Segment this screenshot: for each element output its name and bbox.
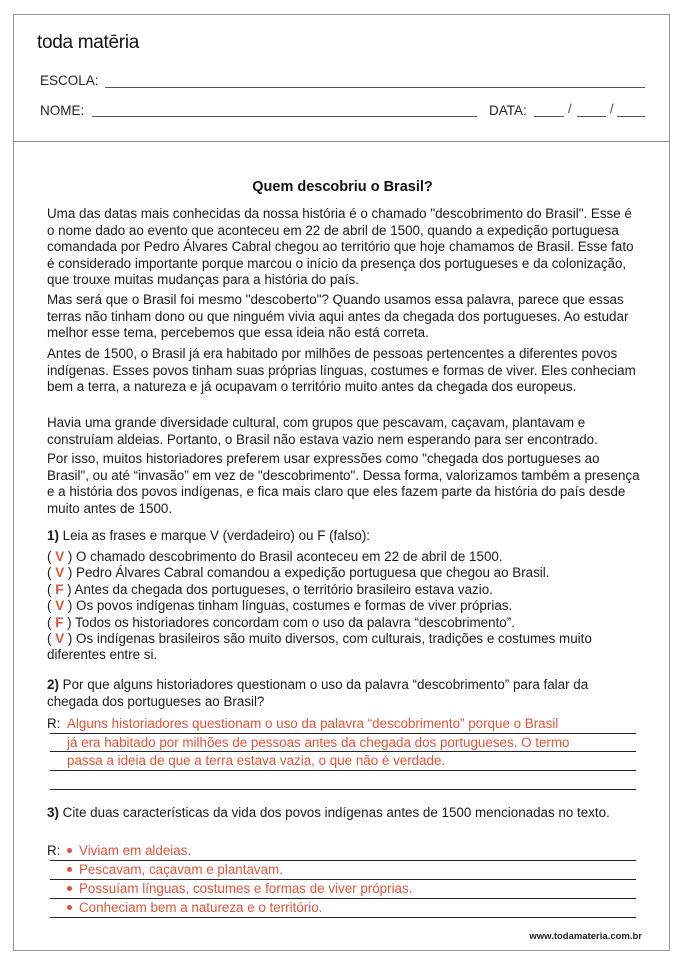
question-3-prompt — [47, 805, 643, 822]
question-number: 2) — [47, 677, 59, 692]
paragraph: Antes de 1500, o Brasil já era habitado por milhões de pessoas pertencentes a diferentes povos indígenas. Esses povos tinham suas próprias línguas, costumes e formas de viver. Eles conheciam bem a terra, a natureza e já ocupavam o território muito antes da chegada dos europeus. — [47, 346, 636, 395]
tf-statement: O chamado descobrimento do Brasil aconteceu em 22 de abril de 1500. — [76, 549, 503, 564]
brand-logo: toda matēria — [37, 32, 140, 53]
answer-bullet-item[interactable] — [67, 843, 191, 859]
answer-line — [50, 898, 636, 899]
date-month-field[interactable] — [577, 116, 606, 117]
question-1-prompt — [47, 528, 643, 545]
answer-bullet-text: Viviam em aldeias. — [79, 843, 192, 858]
school-label: ESCOLA: — [40, 73, 99, 88]
tf-item: ( V ) Os povos indígenas tinham línguas, costumes e formas de viver próprias. — [47, 598, 513, 614]
answer-text-line[interactable]: já era habitado por milhões de pessoas antes da chegada dos portugueses. O termo — [67, 735, 570, 750]
answer-label: R: — [47, 716, 61, 731]
answer-bullet-text: Pescavam, caçavam e plantavam. — [79, 862, 283, 877]
true-false-list — [47, 549, 647, 664]
date-label: DATA: — [489, 103, 527, 118]
tf-statement: Antes da chegada dos portugueses, o território brasileiro estava vazio. — [74, 581, 493, 597]
answer-text-line[interactable]: passa a ideia de que a terra estava vazia, o que não é verdade. — [67, 753, 446, 768]
date-separator: / — [568, 101, 572, 116]
footer-website-link[interactable]: www.todamateria.com.br — [529, 931, 642, 942]
answer-line — [50, 789, 636, 790]
bullet-icon — [67, 867, 72, 872]
answer-bullet-text: Conheciam bem a natureza e o território. — [79, 900, 323, 915]
tf-item: ( V ) Os indígenas brasileiros são muito diversos, com culturais, tradições e costumes muito diferentes entre si. — [47, 631, 592, 663]
page-title: Quem descobriu o Brasil? — [252, 179, 433, 195]
answer-line — [50, 733, 636, 734]
answer-label: R: — [47, 843, 61, 858]
tf-item: ( F ) Todos os historiadores concordam com o uso da palavra “descobrimento”. — [47, 614, 515, 630]
tf-answer-mark[interactable]: F — [55, 581, 64, 597]
tf-item: ( V ) O chamado descobrimento do Brasil aconteceu em 22 de abril de 1500. — [47, 549, 503, 564]
date-separator: / — [610, 101, 614, 116]
answer-line — [50, 917, 636, 918]
paragraph: Por isso, muitos historiadores preferem usar expressões como "chegada dos portugueses ao Brasil", ou até “invasão” em vez de "descobrimento". Dessa forma, valorizamos também a presença e a história dos povos indígenas, e fica mais claro que eles fazem parte da história do país desde muito antes de 1500. — [47, 451, 640, 516]
tf-statement: Os indígenas brasileiros são muito diversos, com culturais, tradições e costumes muito diferentes entre si. — [47, 631, 592, 663]
bullet-icon — [67, 886, 72, 891]
question-text: Cite duas características da vida dos povos indígenas antes de 1500 mencionadas no texto. — [58, 805, 610, 820]
tf-answer-mark[interactable]: V — [55, 549, 65, 564]
paragraph: Uma das datas mais conhecidas da nossa história é o chamado "descobrimento do Brasil". Esse é o nome dado ao evento que aconteceu em 22 de abril de 1500, quando a expedição portuguesa comandada por Pedro Álvares Cabral chegou ao território que hoje chamamos de Brasil. Esse fato é considerado importante porque marcou o início da presença dos portugueses e da colonização, que trouxe muitas mudanças para a história do país. — [47, 206, 634, 288]
tf-answer-mark[interactable]: V — [55, 598, 65, 614]
tf-answer-mark[interactable]: F — [55, 614, 64, 630]
tf-answer-mark[interactable]: V — [55, 631, 65, 647]
header-divider — [13, 141, 670, 142]
paragraph: Mas será que o Brasil foi mesmo "descoberto"? Quando usamos essa palavra, parece que essas terras não tinham dono ou que ninguém vivia aqui antes da chegada dos portugueses. Ao estudar melhor esse tema, percebemos que essa ideia não está correta. — [47, 292, 629, 341]
bullet-icon — [67, 905, 72, 910]
answer-bullet-item[interactable] — [67, 862, 283, 878]
tf-statement: Todos os historiadores concordam com o uso da palavra “descobrimento”. — [75, 614, 515, 630]
answer-bullet-item[interactable] — [67, 900, 322, 916]
answer-line — [50, 751, 636, 752]
answer-line — [50, 770, 636, 771]
question-text: Por que alguns historiadores questionam o uso da palavra “descobrimento” para falar da chegada dos portugueses ao Brasil? — [47, 677, 589, 709]
name-label: NOME: — [40, 103, 85, 118]
date-day-field[interactable] — [534, 116, 564, 117]
tf-item: ( F ) Antes da chegada dos portugueses, o território brasileiro estava vazio. — [47, 581, 493, 597]
answer-line — [50, 879, 636, 880]
answer-bullet-item[interactable] — [67, 881, 412, 897]
question-number: 3) — [47, 805, 59, 820]
paragraph: Havia uma grande diversidade cultural, com grupos que pescavam, caçavam, plantavam e construíam aldeias. Portanto, o Brasil não estava vazio nem esperando para ser encontrado. — [47, 415, 598, 447]
date-year-field[interactable] — [617, 116, 645, 117]
name-field[interactable] — [92, 116, 477, 117]
school-field[interactable] — [105, 87, 645, 88]
tf-statement: Os povos indígenas tinham línguas, costumes e formas de viver próprias. — [76, 598, 513, 614]
question-text: Leia as frases e marque V (verdadeiro) ou F (falso): — [58, 528, 371, 543]
bullet-icon — [67, 848, 72, 853]
answer-bullet-text: Possuíam línguas, costumes e formas de viver próprias. — [79, 881, 413, 896]
answer-line — [50, 860, 636, 861]
tf-statement: Pedro Álvares Cabral comandou a expedição portuguesa que chegou ao Brasil. — [76, 565, 550, 581]
question-2-prompt — [47, 677, 643, 710]
tf-item: ( V ) Pedro Álvares Cabral comandou a expedição portuguesa que chegou ao Brasil. — [47, 565, 550, 581]
tf-answer-mark[interactable]: V — [55, 565, 65, 581]
answer-text-line[interactable]: Alguns historiadores questionam o uso da palavra “descobrimento” porque o Brasil — [67, 716, 559, 731]
question-number: 1) — [47, 528, 59, 543]
